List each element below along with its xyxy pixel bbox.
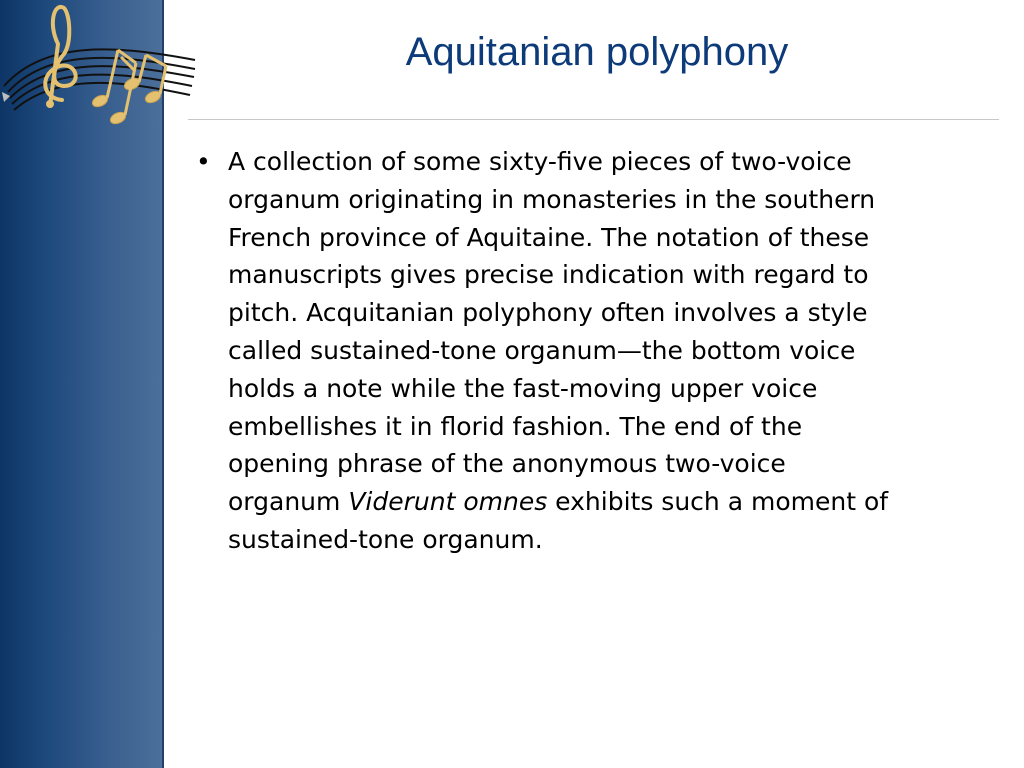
- body-line: exhibits such a moment of: [547, 487, 889, 517]
- body-line: pitch. Acquitanian polyphony often involves a style: [228, 298, 868, 328]
- body-line: organum: [228, 487, 349, 517]
- body-line: called sustained-tone organum—the bottom voice: [228, 335, 856, 365]
- body-line: holds a note while the fast-moving upper voice: [228, 373, 818, 403]
- title-divider: [188, 119, 999, 120]
- bullet-text: [228, 143, 968, 559]
- body-line: A collection of some sixty-five pieces of two-voice: [228, 147, 852, 176]
- body-line: embellishes it in florid fashion. The end of the: [228, 411, 803, 441]
- bullet-marker: •: [196, 147, 211, 176]
- body-line: opening phrase of the anonymous two-voice: [228, 449, 786, 479]
- body-line: manuscripts gives precise indication with regard to: [228, 260, 869, 290]
- slide-title: Aquitanian polyphony: [405, 30, 789, 74]
- work-title-italic: Viderunt omnes: [348, 487, 548, 517]
- body-line: sustained-tone organum.: [228, 524, 543, 554]
- body-line: French province of Aquitaine. The notation of these: [228, 222, 870, 252]
- body-line: organum originating in monasteries in the southern: [228, 184, 876, 214]
